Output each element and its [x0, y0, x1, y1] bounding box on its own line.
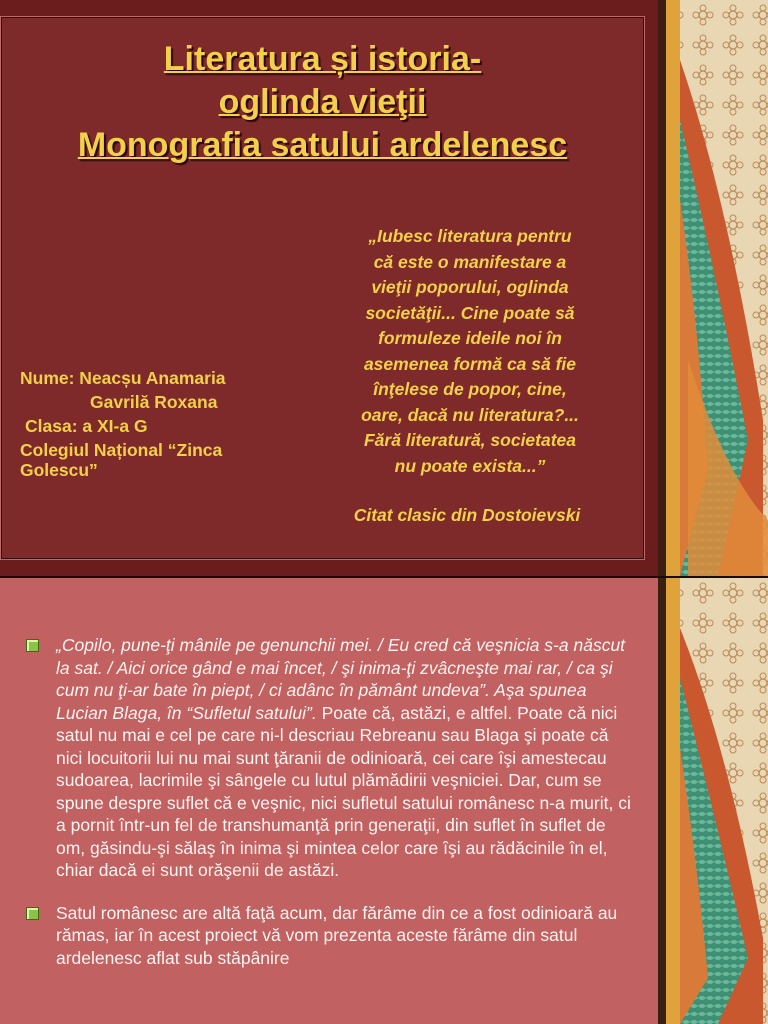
- blaga-quote: „Copilo, pune-ţi mânile pe genunchii mei. / Eu cred că veşnicia s-a născut la sat. / Aici orice gând e mai încet, / şi inima-ţi zvâcneşte mai rar, / ca şi cum nu ţi-ar bate în piept, / ci adânc în pământ undeva”. Aşa spunea Lucian Blaga, în “Sufletul satului”.: [56, 635, 626, 723]
- paragraph-text: Poate că, astăzi, e altfel. Poate că nici satul nu mai e cel pe care ni-l descriau Rebreanu sau Blaga şi poate că nici locuitorii lui nu mai sunt ţăranii de odinioară, cei care îşi amestecau sudoarea, lacrimile şi sângele cu lutul plămădirii veşniciei. Dar, cum se spune despre suflet că e veşnic, nici sufletul satului românesc n-a murit, ci a pornit într-un fel de transhumanţă prin generaţii, din suflet în suflet de om, găsindu-şi sălaş în inima şi mintea celor care îşi au rădăcinile în el, chiar dacă ei sunt orăşenii de astăzi.: [56, 702, 631, 880]
- quote-line: înţelese de popor, cine,: [373, 379, 567, 399]
- author-name-line: Nume: Neacșu Anamaria: [20, 368, 226, 388]
- quote-line: Fără literatură, societatea: [363, 430, 577, 450]
- quote-line: oare, dacă nu literatura?...: [361, 404, 579, 425]
- bullet-square-icon: [26, 907, 39, 920]
- decorative-border-art: [658, 578, 768, 1024]
- title-line: oglinda vieţii: [218, 83, 427, 121]
- title-line: Literatura și istoria-: [163, 40, 482, 78]
- slide-title: [0, 38, 645, 167]
- list-item: [26, 634, 631, 882]
- list-item: [26, 902, 631, 970]
- class-line: Clasa: a XI-a G: [25, 416, 148, 436]
- bullet-square-icon: [26, 639, 39, 652]
- quote-line: formuleze ideile noi în: [378, 328, 562, 348]
- paragraph-text: Satul românesc are altă faţă acum, dar fărâme din ce a fost odinioară au rămas, iar în acest proiect vă vom prezenta aceste fărâme din satul ardelenesc aflat sub stăpânire: [56, 902, 618, 968]
- quote-line: că este o manifestare a: [373, 251, 567, 272]
- quote-line: nu poate exista...”: [394, 455, 546, 476]
- quote-attribution: Citat clasic din Dostoievski: [353, 505, 581, 525]
- school-line: Golescu”: [20, 460, 98, 480]
- title-line: Monografia satului ardelenesc: [77, 126, 568, 164]
- decorative-border-art: [658, 0, 768, 576]
- quote-line: asemenea formă ca să fie: [363, 353, 577, 374]
- author-name-line: Gavrilă Roxana: [90, 392, 218, 412]
- author-info: [20, 366, 310, 482]
- quote-line: societăţii... Cine poate să: [365, 302, 575, 323]
- content-slide: [0, 578, 768, 1024]
- quote-line: vieţii poporului, oglinda: [371, 277, 569, 297]
- quote-line: „Iubesc literatura pentru: [368, 226, 572, 246]
- bullet-list: [26, 634, 631, 969]
- school-line: Colegiul Național “Zinca: [20, 440, 223, 460]
- dostoievski-quote: [320, 224, 620, 479]
